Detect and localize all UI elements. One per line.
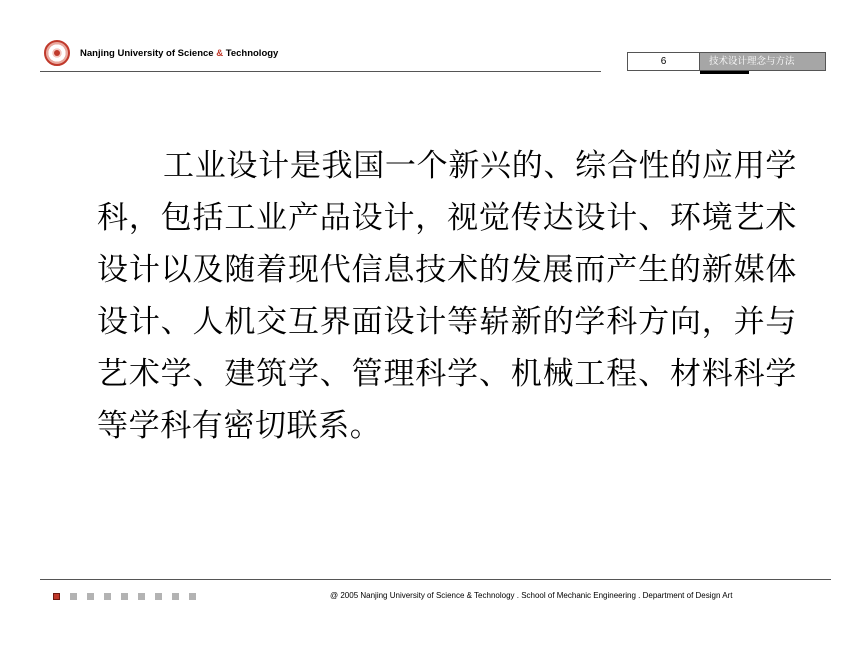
university-name-suffix: Technology	[225, 48, 279, 59]
nav-dot[interactable]	[70, 593, 77, 600]
university-name-main: Nanjing University of Science	[80, 48, 214, 59]
course-title-underline	[700, 71, 749, 74]
footer-copyright: @ 2005 Nanjing University of Science & Technology . School of Mechanic Engineering . Department of Design Art	[330, 591, 733, 600]
nav-dot[interactable]	[53, 593, 60, 600]
university-name-amp: &	[216, 48, 224, 59]
nav-dot[interactable]	[104, 593, 111, 600]
nav-dot[interactable]	[121, 593, 128, 600]
slide-body-paragraph: 工业设计是我国一个新兴的、综合性的应用学科，包括工业产品设计，视觉传达设计、环境艺术设计以及随着现代信息技术的发展而产生的新媒体设计、人机交互界面设计等崭新的学科方向，并与艺术学、建筑学、管理科学、机械工程、材料科学等学科有密切联系。	[97, 148, 797, 444]
university-name	[80, 48, 278, 59]
header-divider	[40, 71, 601, 72]
nav-dot[interactable]	[172, 593, 179, 600]
nav-dot[interactable]	[138, 593, 145, 600]
university-logo	[44, 40, 70, 66]
slide-nav-dots	[53, 593, 196, 600]
footer-divider	[40, 579, 831, 580]
nav-dot[interactable]	[155, 593, 162, 600]
page-number: 6	[627, 52, 700, 71]
nav-dot[interactable]	[189, 593, 196, 600]
nav-dot[interactable]	[87, 593, 94, 600]
course-title: 技术设计理念与方法	[700, 52, 826, 71]
